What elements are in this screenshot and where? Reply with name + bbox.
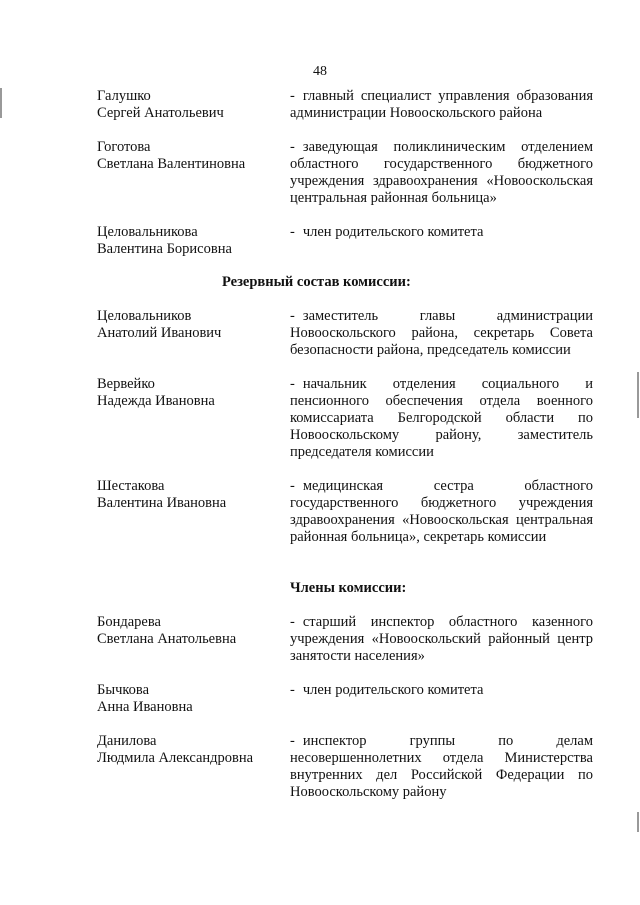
role-dash: - [290,308,295,324]
scan-edge-mark [637,812,639,832]
reserve-heading: Резервный состав комиссии: [222,274,411,290]
person-given-names: Светлана Валентиновна [97,156,246,172]
role-dash: - [290,224,295,240]
person-role [290,139,593,207]
role-dash: - [290,376,295,392]
person-given-names: Надежда Ивановна [97,393,215,409]
person-name [97,682,282,716]
person-name [97,733,282,767]
person-given-names: Валентина Борисовна [97,241,232,257]
person-name [97,88,282,122]
person-name [97,614,282,648]
scan-edge-mark [637,372,639,418]
person-given-names: Сергей Анатольевич [97,105,224,121]
person-surname: Бондарева [97,614,161,630]
person-role [290,478,593,546]
person-role [290,224,593,241]
role-text: член родительского комитета [302,682,484,698]
person-surname: Вервейко [97,376,155,392]
person-role [290,733,593,801]
role-text: старший инспектор областного казенного учреждения «Новооскольский районный центр занятости населения» [290,614,593,664]
role-dash: - [290,682,295,698]
person-role [290,308,593,359]
person-name [97,308,282,342]
role-text: член родительского комитета [302,224,484,240]
person-surname: Бычкова [97,682,150,698]
person-given-names: Валентина Ивановна [97,495,227,511]
person-surname: Целовальникова [97,224,198,240]
person-name [97,376,282,410]
person-surname: Гоготова [97,139,151,155]
role-text: главный специалист управления образования администрации Новооскольского района [290,88,593,121]
role-dash: - [290,88,295,104]
person-given-names: Анна Ивановна [97,699,193,715]
person-given-names: Людмила Александровна [97,750,254,766]
role-dash: - [290,733,295,749]
scan-edge-mark [0,88,2,118]
role-dash: - [290,478,295,494]
person-given-names: Светлана Анатольевна [97,631,237,647]
person-role [290,682,593,699]
role-text: заведующая поликлиническим отделением областного государственного бюджетного учреждения здравоохранения «Новооскольская центральная районная больница» [290,139,593,206]
person-role [290,376,593,461]
person-role [290,88,593,122]
person-name [97,478,282,512]
person-name [97,224,282,258]
person-role [290,614,593,665]
person-surname: Галушко [97,88,151,104]
page-number: 48 [313,64,327,79]
role-text: инспектор группы по делам несовершеннолетних отдела Министерства внутренних дел Российской Федерации по Новооскольскому району [290,733,593,800]
role-dash: - [290,139,295,155]
role-text: медицинская сестра областного государственного бюджетного учреждения здравоохранения «Новооскольская центральная районная больница», секретарь комиссии [290,478,593,545]
person-surname: Шестакова [97,478,165,494]
person-name [97,139,282,173]
person-surname: Целовальников [97,308,192,324]
person-given-names: Анатолий Иванович [97,325,222,341]
role-text: начальник отделения социального и пенсионного обеспечения отдела военного комиссариата Белгородской области по Новооскольскому району, заместитель председателя комиссии [290,376,593,460]
members-heading: Члены комиссии: [290,580,407,596]
role-dash: - [290,614,295,630]
role-text: заместитель главы администрации Новооскольского района, секретарь Совета безопасности района, председатель комиссии [290,308,593,358]
person-surname: Данилова [97,733,157,749]
